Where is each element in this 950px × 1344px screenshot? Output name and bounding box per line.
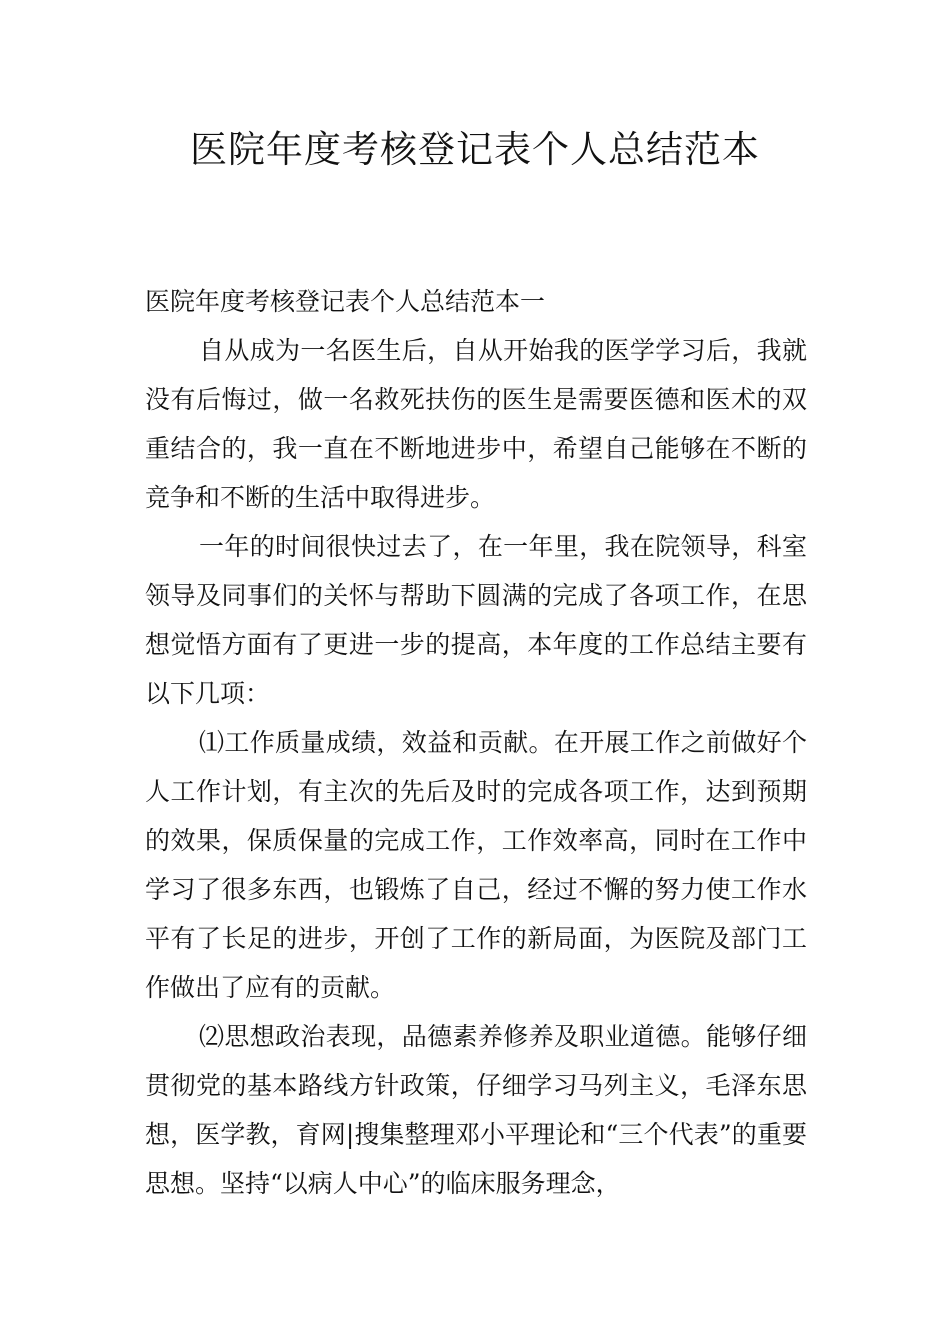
paragraph-work-quality: ⑴工作质量成绩，效益和贡献。在开展工作之前做好个人工作计划，有主次的先后及时的完成各项工作，达到预期的效果，保质保量的完成工作，工作效率高，同时在工作中学习了很多东西，也锻炼了自己，经过不懈的努力使工作水平有了长足的进步，开创了工作的新局面，为医院及部门工作做出了应有的贡献。	[145, 728, 807, 1002]
document-title: 医院年度考核登记表个人总结范本	[190, 128, 760, 171]
paragraph-political-ethics: ⑵思想政治表现，品德素养修养及职业道德。能够仔细贯彻党的基本路线方针政策，仔细学习马列主义，毛泽东思想，医学教，育网|搜集整理邓小平理论和“三个代表”的重要思想。坚持“以病人中心”的临床服务理念，	[145, 1022, 807, 1198]
section-heading: 医院年度考核登记表个人总结范本一	[145, 287, 546, 316]
paragraph-intro: 自从成为一名医生后，自从开始我的医学学习后，我就没有后悔过，做一名救死扶伤的医生是需要医德和医术的双重结合的，我一直在不断地进步中，希望自己能够在不断的竞争和不断的生活中取得进步。	[145, 336, 807, 512]
document-body	[145, 277, 807, 1208]
paragraph-year-summary: 一年的时间很快过去了，在一年里，我在院领导，科室领导及同事们的关怀与帮助下圆满的完成了各项工作，在思想觉悟方面有了更进一步的提高，本年度的工作总结主要有以下几项：	[145, 532, 807, 708]
